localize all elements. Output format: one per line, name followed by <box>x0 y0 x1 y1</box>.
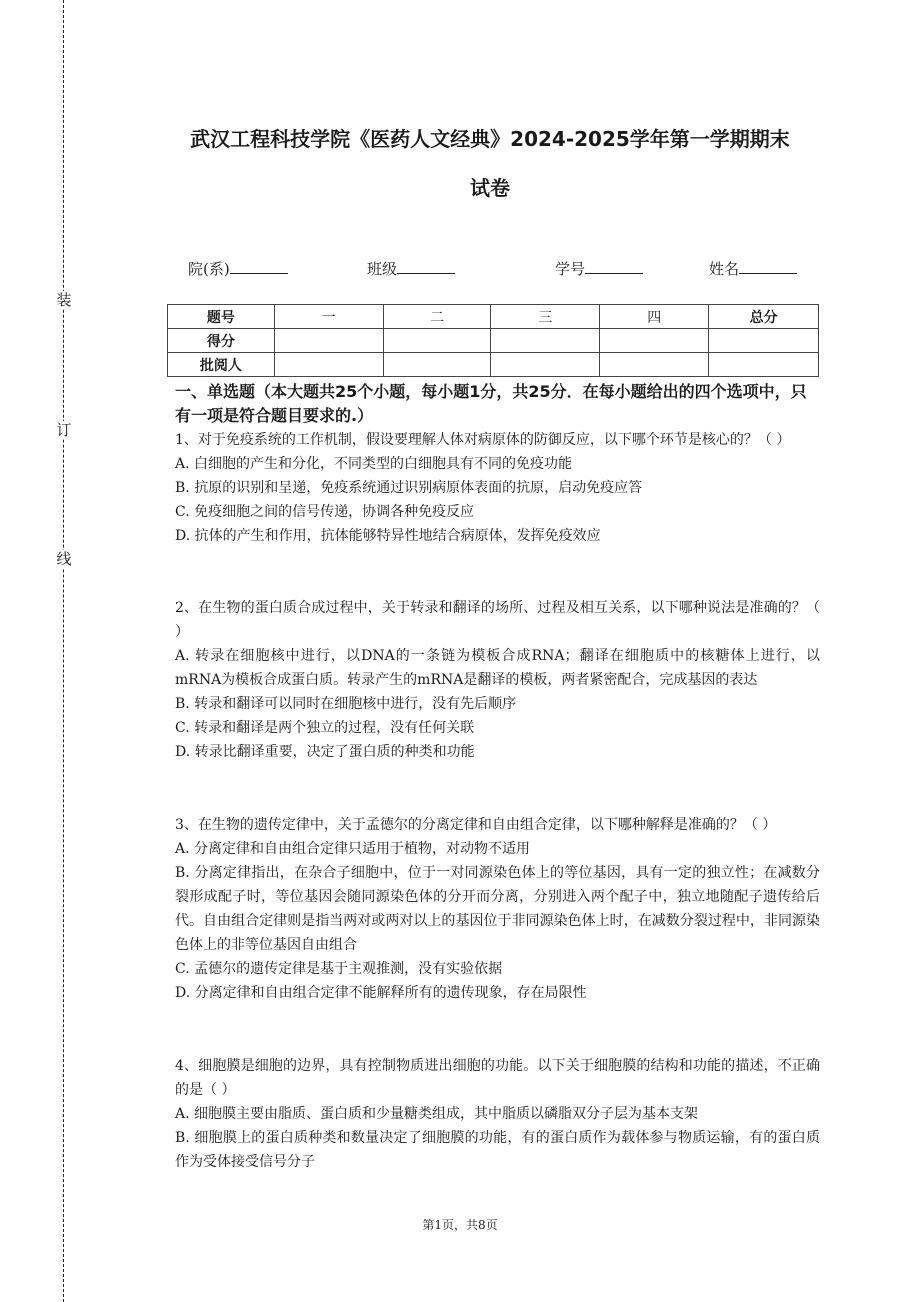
option-b[interactable]: B. 分离定律指出，在杂合子细胞中，位于一对同源染色体上的等位基因，具有一定的独立性；在减数分裂形成配子时，等位基因会随同源染色体的分开而分离，分别进入两个配子中，独立地随配子遗传给后代。自由组合定律则是指当两对或两对以上的基因位于非同源染色体上时，在减数分裂过程中，非同源染色体上的非等位基因自由组合 <box>175 865 820 953</box>
score-header-cell: 一 <box>274 305 383 329</box>
option-b[interactable]: B. 转录和翻译可以同时在细胞核中进行，没有先后顺序 <box>175 696 517 712</box>
binding-char-ding: 订 <box>56 421 72 439</box>
question-2 <box>175 596 820 764</box>
score-table-header-row <box>168 305 819 329</box>
option-d[interactable]: D. 转录比翻译重要，决定了蛋白质的种类和功能 <box>175 744 475 760</box>
page-number: 第1页，共8页 <box>422 1218 498 1232</box>
option-c[interactable]: C. 孟德尔的遗传定律是基于主观推测，没有实验依据 <box>175 961 503 977</box>
score-header-cell: 二 <box>383 305 491 329</box>
question-stem: 3、在生物的遗传定律中，关于孟德尔的分离定律和自由组合定律，以下哪种解释是准确的？（ ） <box>175 817 777 833</box>
name-label: 姓名 <box>709 260 740 278</box>
option-b[interactable]: B. 细胞膜上的蛋白质种类和数量决定了细胞膜的功能，有的蛋白质作为载体参与物质运输，有的蛋白质作为受体接受信号分子 <box>175 1130 820 1170</box>
class-field <box>367 258 455 279</box>
score-header-cell: 题号 <box>168 305 275 329</box>
question-3 <box>175 813 820 1005</box>
grader-cell[interactable] <box>491 353 600 377</box>
score-cell[interactable] <box>383 329 491 353</box>
score-cell[interactable] <box>274 329 383 353</box>
score-row <box>168 329 819 353</box>
option-a[interactable]: A. 转录在细胞核中进行，以DNA的一条链为模板合成RNA；翻译在细胞质中的核糖体上进行，以mRNA为模板合成蛋白质。转录产生的mRNA是翻译的模板，两者紧密配合，完成基因的表达 <box>175 648 820 688</box>
option-c[interactable]: C. 免疫细胞之间的信号传递，协调各种免疫反应 <box>175 504 475 520</box>
dept-blank[interactable] <box>230 258 288 274</box>
name-blank[interactable] <box>739 258 797 274</box>
question-stem: 1、对于免疫系统的工作机制，假设要理解人体对病原体的防御反应，以下哪个环节是核心的？（ ） <box>175 432 791 448</box>
grader-row-label: 批阅人 <box>168 353 275 377</box>
grader-cell[interactable] <box>383 353 491 377</box>
option-a[interactable]: A. 细胞膜主要由脂质、蛋白质和少量糖类组成，其中脂质以磷脂双分子层为基本支架 <box>175 1106 699 1122</box>
score-header-cell: 三 <box>491 305 600 329</box>
score-header-cell: 四 <box>600 305 709 329</box>
option-a[interactable]: A. 白细胞的产生和分化，不同类型的白细胞具有不同的免疫功能 <box>175 456 573 472</box>
grader-cell[interactable] <box>709 353 819 377</box>
option-c[interactable]: C. 转录和翻译是两个独立的过程，没有任何关联 <box>175 720 475 736</box>
score-table <box>167 304 819 377</box>
score-row-label: 得分 <box>168 329 275 353</box>
question-stem: 4、细胞膜是细胞的边界，具有控制物质进出细胞的功能。以下关于细胞膜的结构和功能的描述，不正确的是（ ） <box>175 1058 820 1098</box>
exam-title-line1: 武汉工程科技学院《医药人文经典》2024-2025学年第一学期期末 <box>190 127 790 151</box>
binding-char-zhuang: 装 <box>56 291 72 309</box>
grader-row <box>168 353 819 377</box>
option-d[interactable]: D. 分离定律和自由组合定律不能解释所有的遗传现象，存在局限性 <box>175 985 587 1001</box>
question-4 <box>175 1054 820 1174</box>
dept-label: 院(系) <box>188 260 230 278</box>
question-stem: 2、在生物的蛋白质合成过程中，关于转录和翻译的场所、过程及相互关系，以下哪种说法是准确的？（ ） <box>175 600 820 640</box>
option-d[interactable]: D. 抗体的产生和作用，抗体能够特异性地结合病原体，发挥免疫效应 <box>175 528 601 544</box>
name-field <box>709 258 797 279</box>
grader-cell[interactable] <box>274 353 383 377</box>
student-id-label: 学号 <box>555 260 586 278</box>
binding-dashed-line <box>63 0 64 1302</box>
student-id-blank[interactable] <box>585 258 643 274</box>
grader-cell[interactable] <box>600 353 709 377</box>
question-1 <box>175 428 820 548</box>
dept-field <box>188 258 288 279</box>
option-b[interactable]: B. 抗原的识别和呈递，免疫系统通过识别病原体表面的抗原，启动免疫应答 <box>175 480 643 496</box>
score-cell[interactable] <box>600 329 709 353</box>
score-cell[interactable] <box>709 329 819 353</box>
option-a[interactable]: A. 分离定律和自由组合定律只适用于植物，对动物不适用 <box>175 841 531 857</box>
binding-char-xian: 线 <box>56 550 72 568</box>
score-header-cell: 总分 <box>709 305 819 329</box>
score-cell[interactable] <box>491 329 600 353</box>
exam-title-line2: 试卷 <box>470 176 510 200</box>
section-1-heading: 一、单选题（本大题共25个小题，每小题1分，共25分．在每小题给出的四个选项中，只有一项是符合题目要求的.） <box>175 382 807 425</box>
student-id-field <box>555 258 643 279</box>
class-label: 班级 <box>367 260 398 278</box>
class-blank[interactable] <box>397 258 455 274</box>
